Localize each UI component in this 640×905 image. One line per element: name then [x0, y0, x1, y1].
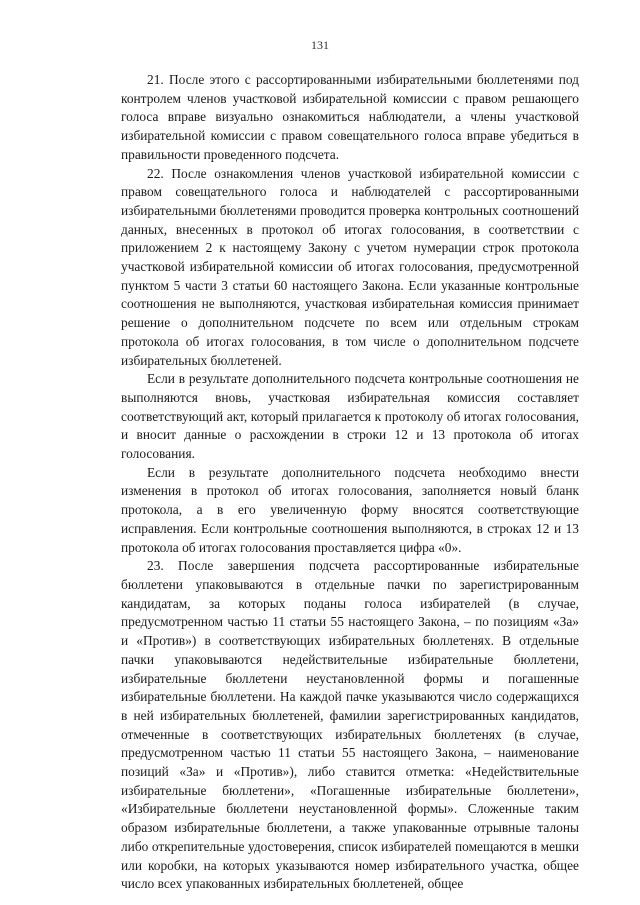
paragraph-21: 21. После этого с рассортированными избирательными бюллетенями под контролем членов участковой избирательной комиссии с правом решающего голоса вправе визуально ознакомиться наблюдатели, а члены участковой избирательной комиссии с правом совещательного голоса вправе убедиться в правильности проведенного подсчета.	[121, 72, 579, 162]
paragraph-23: 23. После завершения подсчета рассортированные избирательные бюллетени упаковываются в отдельные пачки по зарегистрированным кандидатам, за которых поданы голоса избирателей (в случае, предусмотренном частью 11 статьи 55 настоящего Закона, – по позициям «За» и «Против») в соответствующих избирательных бюллетенях. В отдельные пачки упаковываются недействительные избирательные бюллетени, избирательные бюллетени неустановленной формы и погашенные избирательные бюллетени. На каждой пачке указываются число содержащихся в ней избирательных бюллетеней, фамилии зарегистрированных кандидатов, отмеченные в соответствующих избирательных бюллетенях (в случае, предусмотренном частью 11 статьи 55 настоящего Закона, – наименование позиций «За» и «Против»), либо ставится отметка: «Недействительные избирательные бюллетени», «Погашенные избирательные бюллетени», «Избирательные бюллетени неустановленной формы». Сложенные таким образом избирательные бюллетени, а также упакованные отрывные талоны либо открепительные удостоверения, список избирателей помещаются в мешки или коробки, на которых указываются номер избирательного участка, общее число всех упакованных избирательных бюллетеней, общее	[121, 558, 579, 892]
page-number: 131	[311, 38, 329, 52]
paragraph-22-protocol-changes: Если в результате дополнительного подсчета необходимо внести изменения в протокол об итогах голосования, заполняется новый бланк протокола, а в его увеличенную форму вносятся соответствующие исправления. Если контрольные соотношения выполняются, в строках 12 и 13 протокола об итогах голосования проставляется цифра «0».	[121, 464, 579, 555]
paragraph-22-recount-failure: Если в результате дополнительного подсчета контрольные соотношения не выполняются вновь, участковая избирательная комиссия составляет соответствующий акт, который прилагается к протоколу об итогах голосования, и вносит данные о расхождении в строки 12 и 13 протокола об итогах голосования.	[121, 371, 579, 462]
document-body	[121, 71, 579, 894]
paragraph-22: 22. После ознакомления членов участковой избирательной комиссии с правом совещательного голоса и наблюдателей с рассортированными избирательными бюллетенями проводится проверка контрольных соотношений данных, внесенных в протокол об итогах голосования, в соответствии с приложением 2 к настоящему Закону с учетом нумерации строк протокола участковой избирательной комиссии об итогах голосования, предусмотренной пунктом 5 части 3 статьи 60 настоящего Закона. Если указанные контрольные соотношения не выполняются, участковая избирательная комиссия принимает решение о дополнительном подсчете по всем или отдельным строкам протокола об итогах голосования, в том числе о дополнительном подсчете избирательных бюллетеней.	[121, 165, 579, 368]
